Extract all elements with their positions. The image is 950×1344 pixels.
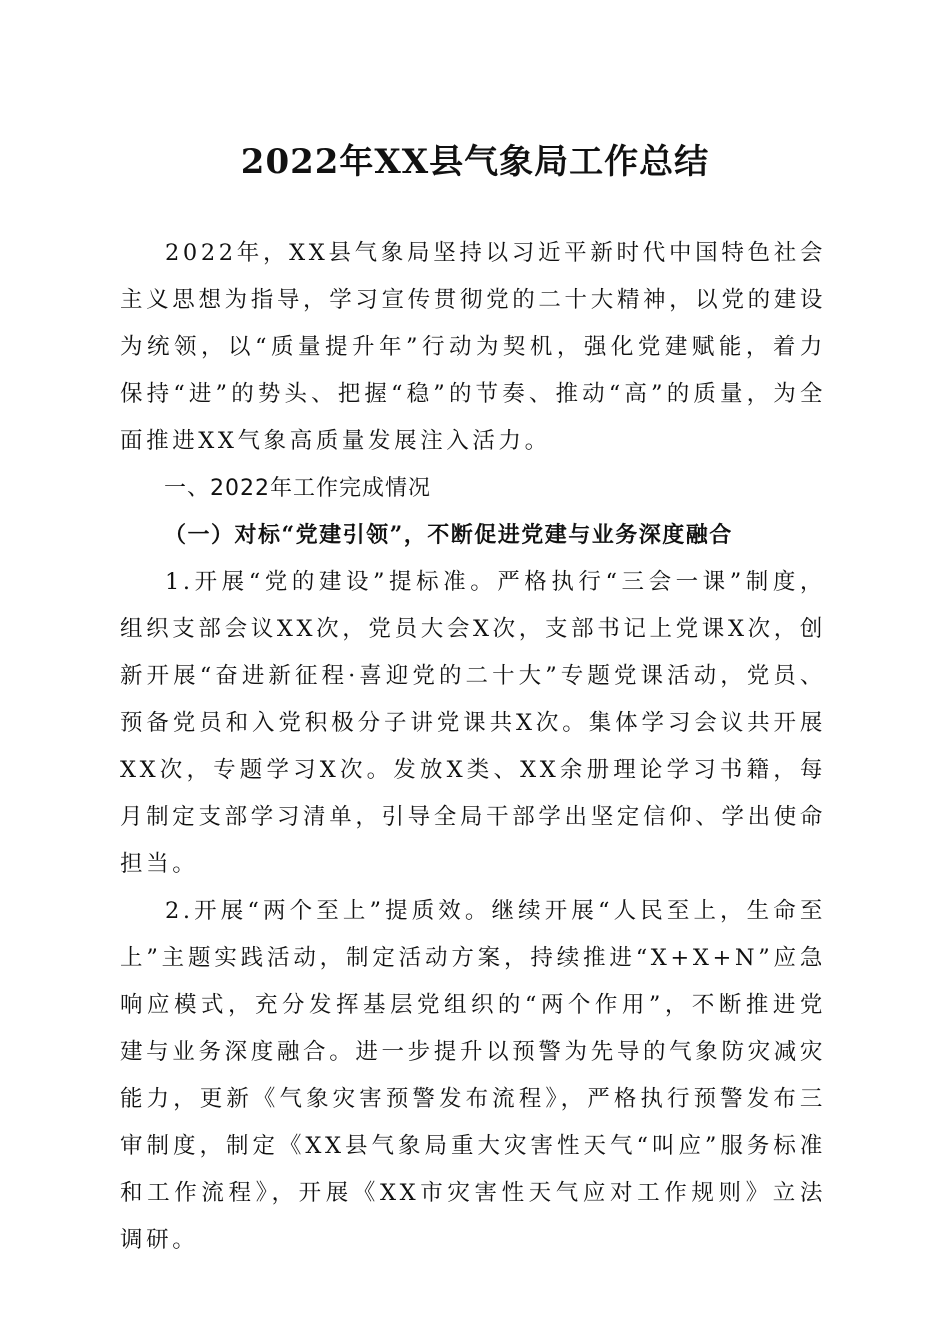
section-heading: 一、2022年工作完成情况 xyxy=(164,476,431,501)
document-body xyxy=(120,230,826,1264)
subsection-heading: （一）对标“党建引领”，不断促进党建与业务深度融合 xyxy=(164,522,733,548)
intro-paragraph: 2022年，XX县气象局坚持以习近平新时代中国特色社会主义思想为指导，学习宣传贯彻党的二十大精神，以党的建设为统领，以“质量提升年”行动为契机，强化党建赋能，着力保持“进”的势头、把握“稳”的节奏、推动“高”的质量，为全面推进XX气象高质量发展注入活力。 xyxy=(120,240,826,454)
item-paragraph-2: 2.开展“两个至上”提质效。继续开展“人民至上，生命至上”主题实践活动，制定活动方案，持续推进“X+X+N”应急响应模式，充分发挥基层党组织的“两个作用”，不断推进党建与业务深度融合。进一步提升以预警为先导的气象防灾减灾能力，更新《气象灾害预警发布流程》，严格执行预警发布三审制度，制定《XX县气象局重大灾害性天气“叫应”服务标准和工作流程》，开展《XX市灾害性天气应对工作规则》立法调研。 xyxy=(120,898,826,1253)
document-title: 2022年XX县气象局工作总结 xyxy=(240,142,710,182)
item-paragraph-1: 1.开展“党的建设”提标准。严格执行“三会一课”制度，组织支部会议XX次，党员大会X次，支部书记上党课X次，创新开展“奋进新征程·喜迎党的二十大”专题党课活动，党员、预备党员和入党积极分子讲党课共X次。集体学习会议共开展XX次，专题学习X次。发放X类、XX余册理论学习书籍，每月制定支部学习清单，引导全局干部学出坚定信仰、学出使命担当。 xyxy=(120,569,826,877)
